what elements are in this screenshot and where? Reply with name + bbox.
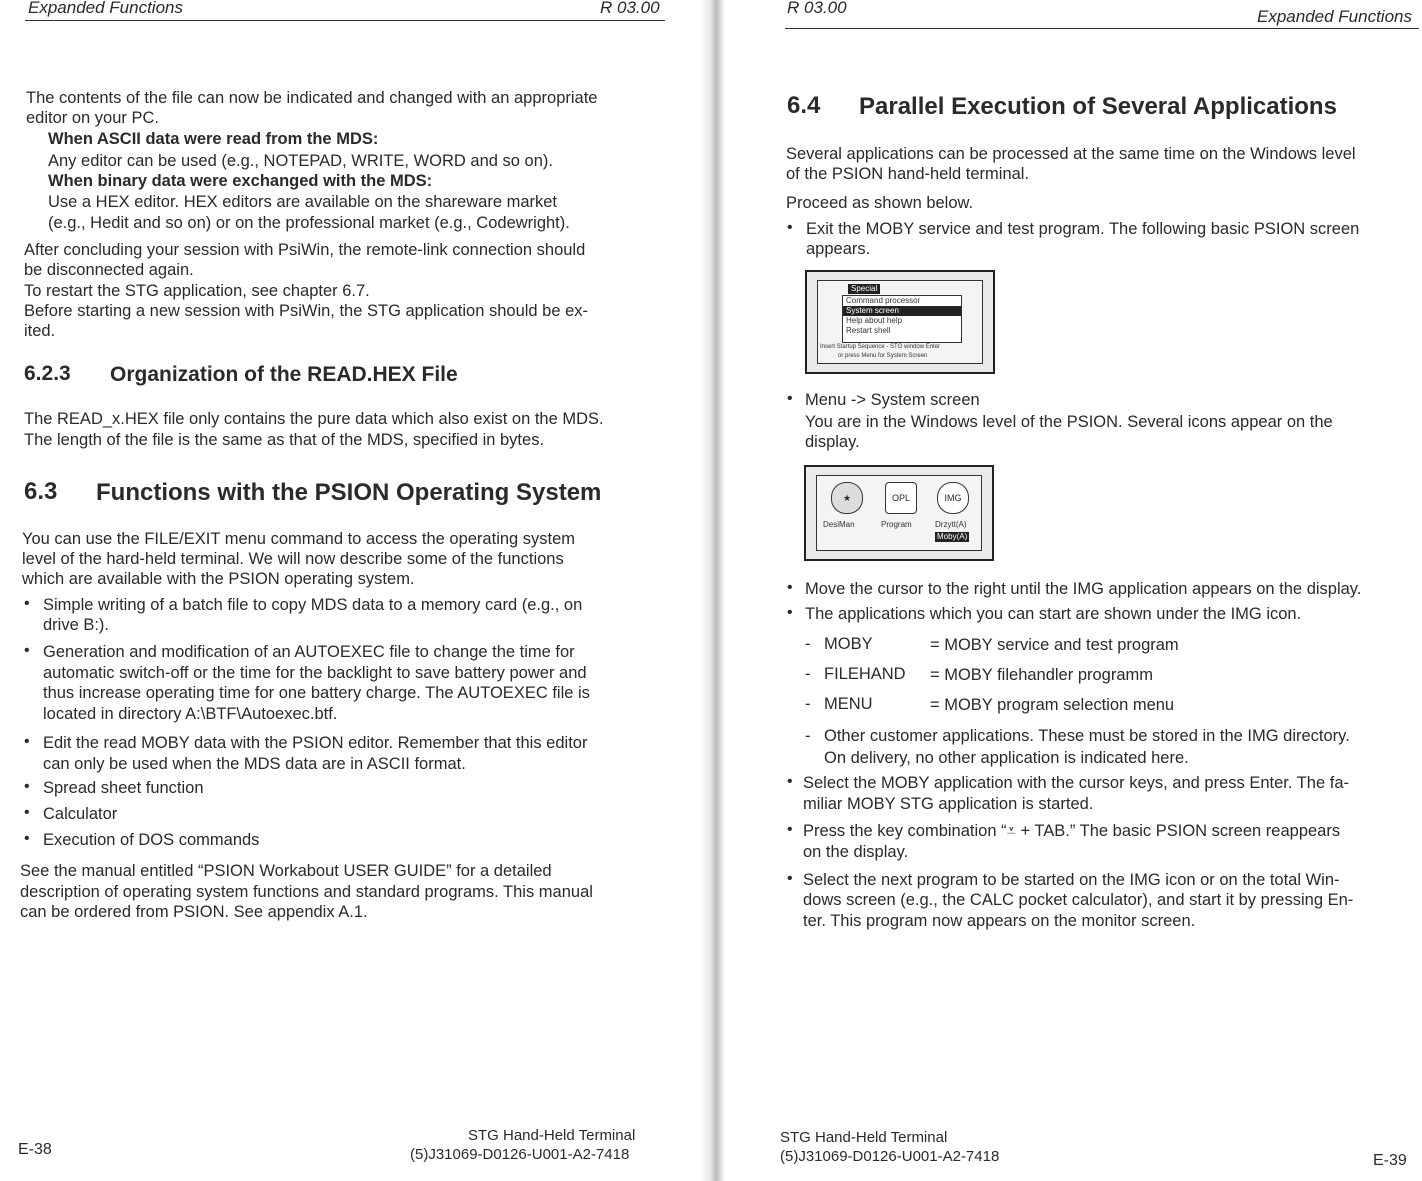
right-b2-line2: You are in the Windows level of the PSION. Several icons appear on the <box>805 413 1333 431</box>
menu-item-command-processor: Command processor <box>846 296 921 305</box>
right-b5-line1: Select the MOBY application with the cursor keys, and press Enter. The fa- <box>803 774 1349 792</box>
img-sub-label: Moby(A) <box>937 532 968 541</box>
psion-system-display <box>816 475 982 551</box>
right-p1-line1: Several applications can be processed at the same time on the Windows level <box>786 145 1356 163</box>
psion-screen-display <box>817 280 983 364</box>
left-b3-line2: can only be used when the MDS data are in ASCII format. <box>43 755 466 773</box>
right-p1-line2: of the PSION hand-held terminal. <box>786 165 1030 183</box>
desiman-label: DesiMan <box>823 520 855 529</box>
s63-line2: level of the hard-held terminal. We will now describe some of the functions <box>22 550 564 568</box>
left-p3-line2: description of operating system functions and standard programs. This manual <box>20 883 593 901</box>
binary-line2: (e.g., Hedit and so on) or on the professional market (e.g., Codewright). <box>48 214 570 232</box>
right-b1-line2: appears. <box>806 240 871 258</box>
left-b2-line3: thus increase operating time for one battery charge. The AUTOEXEC file is <box>43 684 590 702</box>
s623-line1: The READ_x.HEX file only contains the pure data which also exist on the MDS. <box>24 410 604 428</box>
right-d4-line1: Other customer applications. These must be stored in the IMG directory. <box>824 727 1350 745</box>
binary-heading: When binary data were exchanged with the MDS: <box>48 172 433 190</box>
right-b6-line2: on the display. <box>803 843 909 861</box>
bullet: • <box>787 821 793 838</box>
section-63-number: 6.3 <box>24 478 58 505</box>
app-desc-menu: = MOBY program selection menu <box>930 696 1175 714</box>
left-b5: Calculator <box>43 805 118 823</box>
dash: - <box>805 727 811 745</box>
bullet: • <box>787 870 793 887</box>
s63-line3: which are available with the PSION operating system. <box>22 570 415 588</box>
bullet: • <box>787 219 793 236</box>
right-b7-line1: Select the next program to be started on the IMG icon or on the total Win- <box>803 871 1340 889</box>
left-p3-line1: See the manual entitled “PSION Workabout USER GUIDE” for a detailed <box>20 862 552 880</box>
book-gutter <box>700 0 725 1181</box>
bullet: • <box>787 390 793 407</box>
left-b6: Execution of DOS commands <box>43 831 260 849</box>
app-name-moby: MOBY <box>824 635 873 653</box>
dash: - <box>805 665 811 683</box>
right-b2-line1: Menu -> System screen <box>805 391 980 409</box>
s623-line2: The length of the file is the same as that of the MDS, specified in bytes. <box>24 431 545 449</box>
ascii-text: Any editor can be used (e.g., NOTEPAD, WRITE, WORD and so on). <box>48 152 553 170</box>
left-b1-line2: drive B:). <box>43 616 110 634</box>
bullet: • <box>24 642 30 659</box>
app-name-menu: MENU <box>824 695 873 713</box>
left-header-rule <box>25 20 665 21</box>
program-label: Program <box>881 520 912 529</box>
right-b4: The applications which you can start are shown under the IMG icon. <box>805 605 1302 623</box>
bullet: • <box>787 604 793 621</box>
right-b6-line1: Press the key combination “⩡ + TAB.” The basic PSION screen reappears <box>803 822 1341 840</box>
screen-status-line1: Insert Startup Sequence - STG window Enter <box>820 344 941 350</box>
section-64-number: 6.4 <box>787 92 821 119</box>
section-623-title: Organization of the READ.HEX File <box>110 363 458 386</box>
menu-item-help: Help about help <box>846 316 903 325</box>
right-page <box>725 0 1422 1181</box>
right-page-number: E-39 <box>1373 1152 1407 1169</box>
bullet: • <box>787 773 793 790</box>
right-footer-line2: (5)J31069-D0126-U001-A2-7418 <box>780 1148 1000 1165</box>
img-icon: IMG <box>937 482 969 514</box>
left-p2-line3: To restart the STG application, see chapter 6.7. <box>24 282 370 300</box>
screen-status-line2: or press Menu for System Screen <box>838 353 928 359</box>
desiman-icon: ★ <box>831 482 863 514</box>
left-b2-line4: located in directory A:\BTF\Autoexec.btf. <box>43 705 338 723</box>
left-p2-line2: be disconnected again. <box>24 261 194 279</box>
psion-system-screen-image <box>804 465 994 561</box>
menu-special: Special <box>848 284 880 294</box>
left-b1-line1: Simple writing of a batch file to copy MDS data to a memory card (e.g., on <box>43 596 583 614</box>
right-header-revision: R 03.00 <box>787 0 847 17</box>
right-b3: Move the cursor to the right until the IMG application appears on the display. <box>805 580 1362 598</box>
special-menu-popup <box>842 295 962 343</box>
right-d4-line2: On delivery, no other application is indicated here. <box>824 749 1189 767</box>
left-p1-line2: editor on your PC. <box>26 109 159 127</box>
psion-basic-screen-image <box>805 270 995 374</box>
section-63-title: Functions with the PSION Operating System <box>96 479 602 506</box>
left-b2-line1: Generation and modification of an AUTOEXEC file to change the time for <box>43 643 575 661</box>
dash: - <box>805 635 811 653</box>
left-p3-line3: can be ordered from PSION. See appendix A.1. <box>20 903 368 921</box>
bullet: • <box>787 579 793 596</box>
bullet: • <box>24 830 30 847</box>
opl-program-icon: OPL <box>885 482 917 514</box>
menu-item-restart-shell: Restart shell <box>846 326 891 335</box>
bullet: • <box>24 595 30 612</box>
s63-line1: You can use the FILE/EXIT menu command to access the operating system <box>22 530 576 548</box>
right-b7-line3: ter. This program now appears on the monitor screen. <box>803 912 1196 930</box>
left-page-number: E-38 <box>18 1141 52 1158</box>
left-header-title: Expanded Functions <box>28 0 183 17</box>
dash: - <box>805 695 811 713</box>
left-footer-line2: (5)J31069-D0126-U001-A2-7418 <box>410 1146 630 1163</box>
ascii-heading: When ASCII data were read from the MDS: <box>48 130 379 148</box>
bullet: • <box>24 804 30 821</box>
section-64-title: Parallel Execution of Several Applications <box>859 93 1337 120</box>
right-header-title: Expanded Functions <box>1257 7 1412 26</box>
right-header-rule <box>785 28 1419 29</box>
img-label: Drzytt(A) <box>935 520 967 529</box>
right-b2-line3: display. <box>805 433 860 451</box>
menu-item-system-screen: System screen <box>843 306 961 316</box>
binary-line1: Use a HEX editor. HEX editors are available on the shareware market <box>48 193 558 211</box>
right-b5-line2: miliar MOBY STG application is started. <box>803 795 1094 813</box>
app-desc-moby: = MOBY service and test program <box>930 636 1179 654</box>
left-b2-line2: automatic switch-off or the time for the backlight to save battery power and <box>43 664 587 682</box>
left-page <box>0 0 700 1181</box>
left-b4: Spread sheet function <box>43 779 204 797</box>
app-desc-filehand: = MOBY filehandler programm <box>930 666 1153 684</box>
right-b7-line2: dows screen (e.g., the CALC pocket calculator), and start it by pressing En- <box>803 891 1354 909</box>
bullet: • <box>24 733 30 750</box>
left-b3-line1: Edit the read MOBY data with the PSION editor. Remember that this editor <box>43 734 588 752</box>
left-p1-line1: The contents of the file can now be indicated and changed with an appropriate <box>26 89 598 107</box>
left-p2-line1: After concluding your session with PsiWin, the remote-link connection should <box>24 241 586 259</box>
section-623-number: 6.2.3 <box>24 362 71 385</box>
right-p2: Proceed as shown below. <box>786 194 974 212</box>
left-p2-line5: ited. <box>24 322 56 340</box>
right-b1-line1: Exit the MOBY service and test program. The following basic PSION screen <box>806 220 1360 238</box>
right-footer-line1: STG Hand-Held Terminal <box>780 1129 948 1146</box>
left-footer-line1: STG Hand-Held Terminal <box>468 1127 636 1144</box>
bullet: • <box>24 778 30 795</box>
left-p2-line4: Before starting a new session with PsiWin, the STG application should be ex- <box>24 302 589 320</box>
left-header-revision: R 03.00 <box>600 0 660 17</box>
app-name-filehand: FILEHAND <box>824 665 906 683</box>
